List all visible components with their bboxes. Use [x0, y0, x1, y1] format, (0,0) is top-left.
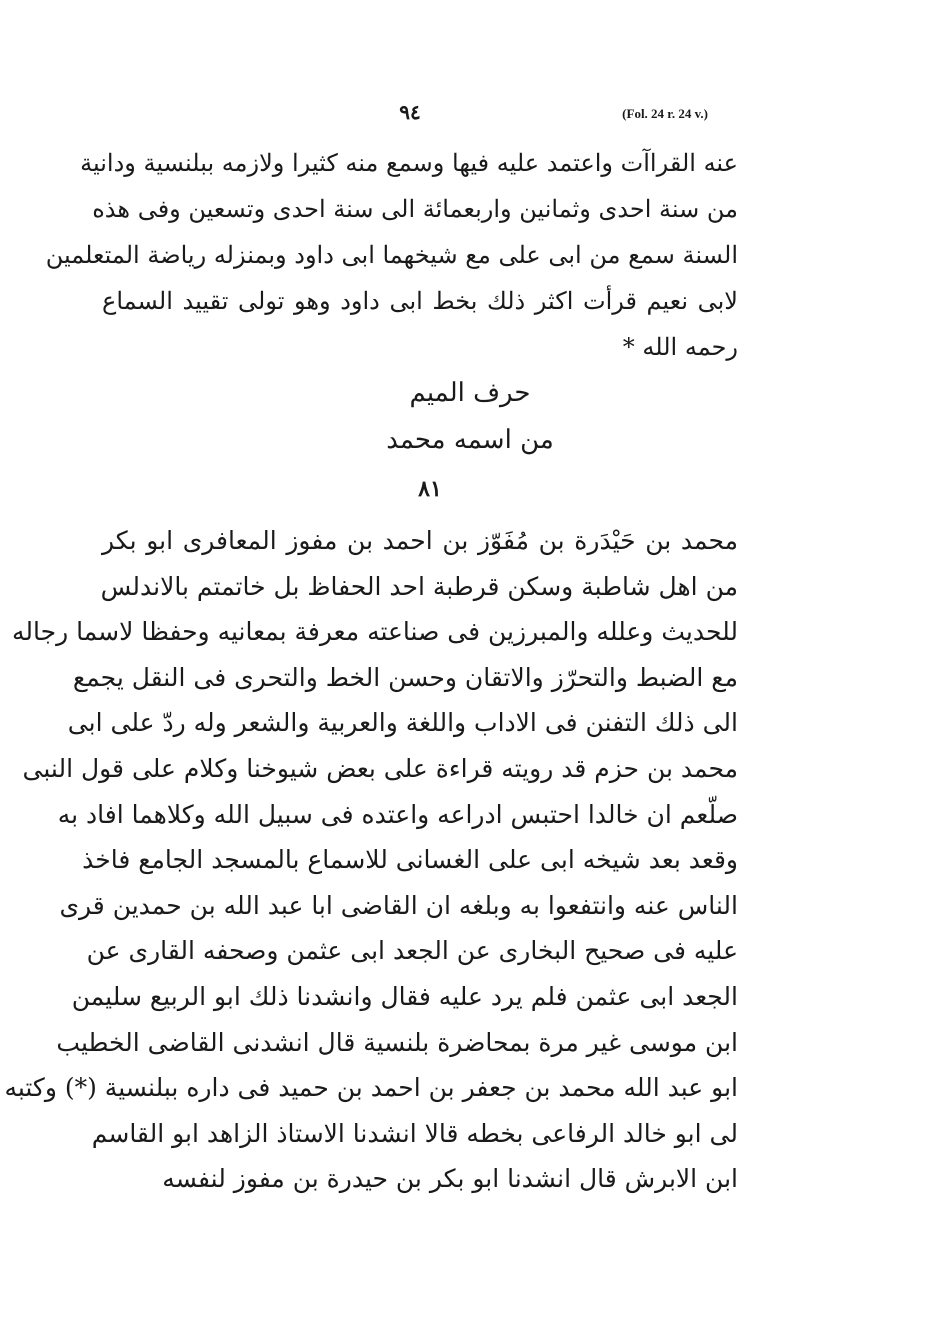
text-line: ابن الابرش قال انشدنا ابو بكر بن حيدرة بن مفوز لنفسه — [162, 1164, 738, 1194]
text-line: ابو عبد الله محمد بن جعفر بن احمد بن حميد فى داره ببلنسية (*) وكتبه — [4, 1073, 738, 1103]
entry-number: ٨١ — [418, 476, 442, 502]
text-line: الى ذلك التفنن فى الاداب واللغة والعربية والشعر وله ردّ على ابى — [67, 708, 738, 738]
text-line: لابى نعيم قرأت اكثر ذلك بخط ابى داود وهو تولى تقييد السماع — [102, 287, 738, 315]
text-line: الجعد ابى عثمن فلم يرد عليه فقال وانشدنا ذلك ابو الربيع سليمن — [71, 981, 738, 1011]
section-heading: حرف الميم — [409, 378, 531, 408]
text-line: عليه فى صحيح البخارى عن الجعد ابى عثمن وصحفه القارى عن — [86, 936, 738, 966]
text-line: ابن موسى غير مرة بمحاضرة بلنسية قال انشدنى القاضى الخطيب — [56, 1027, 738, 1057]
text-line: من اهل شاطبة وسكن قرطبة احد الحفاظ بل خاتمتم بالاندلس — [100, 571, 738, 601]
text-line: وقعد بعد شيخه ابى على الغسانى للاسماع بالمسجد الجامع فاخذ — [82, 845, 738, 875]
page-number: ٩٤ — [399, 100, 421, 124]
text-line: عنه القراآت واعتمد عليه فيها وسمع منه كثيرا ولازمه ببلنسية ودانية — [80, 149, 738, 177]
top-paragraph — [45, 140, 738, 370]
text-line: السنة سمع من ابى على مع شيخهما ابى داود وبمنزله رياضة المتعلمين — [45, 241, 738, 269]
entry-text — [4, 518, 738, 1202]
text-line: مع الضبط والتحرّز والاتقان وحسن الخط والتحرى فى النقل يجمع — [72, 662, 738, 692]
text-line: من سنة احدى وثمانين واربعمائة الى سنة احدى وتسعين وفى هذه — [92, 195, 738, 223]
text-line: محمد بن حَيْدَرة بن مُفَوّز بن احمد بن مفوز المعافرى ابو بكر — [102, 526, 738, 555]
text-line: الناس عنه وانتفعوا به وبلغه ان القاضى ابا عبد الله بن حمدين قرى — [59, 890, 738, 920]
text-line: رحمه الله * — [622, 333, 738, 361]
text-line: لى ابو خالد الرفاعى بخطه قالا انشدنا الاستاذ الزاهد ابو القاسم — [91, 1118, 738, 1148]
folio-reference: (Fol. 24 r. 24 v.) — [622, 106, 708, 121]
text-line: للحديث وعلله والمبرزين فى صناعته معرفة بمعانيه وحفظا لاسما رجاله — [12, 617, 738, 647]
text-line: صلّعم ان خالدا احتبس ادراعه واعتده فى سبيل الله وكلاهما افاد به — [57, 799, 738, 829]
text-line: محمد بن حزم قد رويته قراءة على بعض شيوخنا وكلام على قول النبى — [22, 753, 738, 783]
section-subheading: من اسمه محمد — [386, 425, 554, 455]
